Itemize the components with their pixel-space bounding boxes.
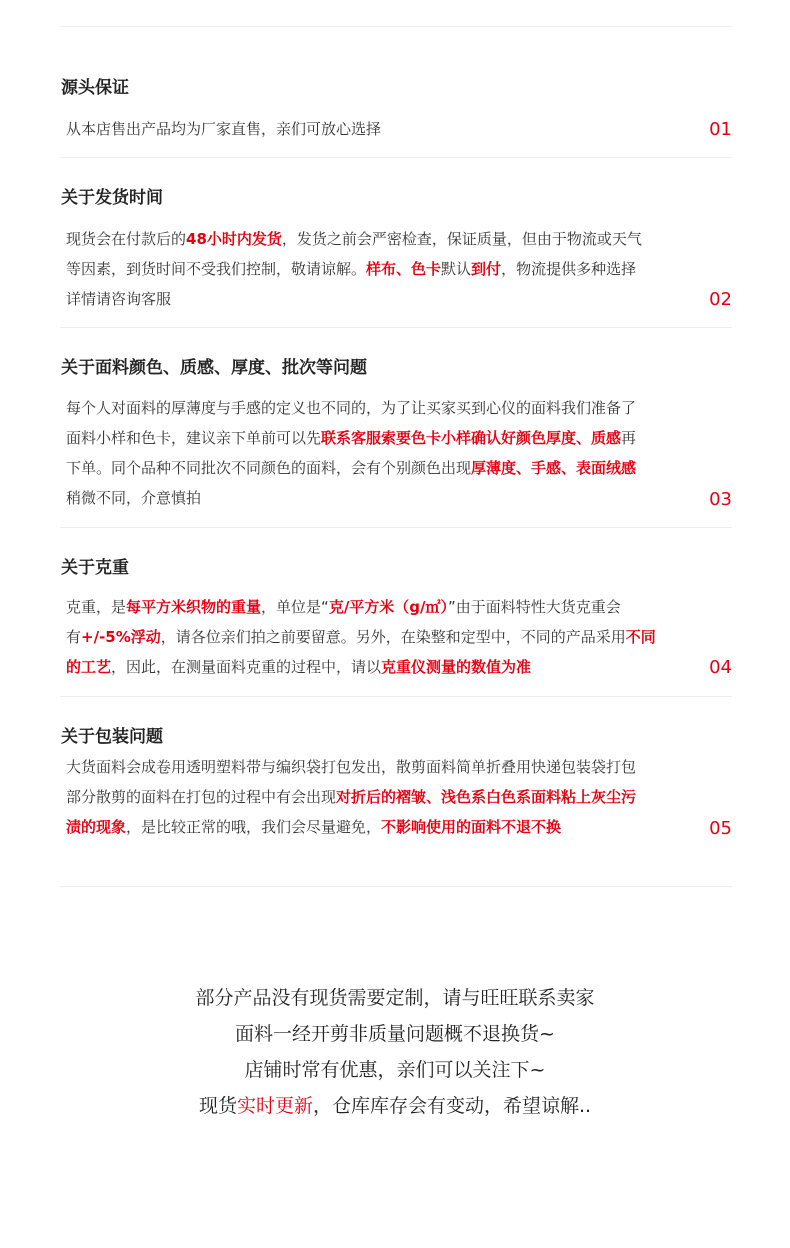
- highlight-text: 样布、色卡: [366, 260, 442, 278]
- divider: [60, 886, 732, 887]
- text-line: [66, 453, 680, 483]
- section-number: 01: [709, 119, 732, 140]
- highlight-text: 克重仪测量的数值为准: [381, 658, 532, 676]
- text-segment: ，是比较正常的哦，我们会尽量避免，: [126, 818, 382, 836]
- text-segment: 克重，是: [66, 598, 127, 616]
- section-title: 源头保证: [61, 78, 129, 98]
- text-line: [66, 284, 680, 314]
- text-segment: ，发货之前会严密检查，保证质量，但由于物流或天气: [281, 230, 642, 248]
- text-line: [66, 224, 680, 254]
- section-title: 关于面料颜色、质感、厚度、批次等问题: [61, 358, 367, 378]
- highlight-text: 的工艺: [66, 658, 112, 676]
- highlight-text: 不同: [625, 628, 656, 646]
- text-segment: ，仓库库存会有变动，希望谅解..: [312, 1095, 592, 1117]
- section-body: [66, 752, 680, 842]
- text-line: [66, 812, 680, 842]
- divider: [60, 527, 732, 528]
- text-segment: 再: [621, 429, 637, 447]
- text-segment: 部分散剪的面料在打包的过程中有会出现: [66, 788, 337, 806]
- text-line: [66, 782, 680, 812]
- divider: [60, 327, 732, 328]
- text-segment: 每个人对面料的厚薄度与手感的定义也不同的，为了让买家买到心仪的面料我们准备了: [66, 399, 637, 417]
- section-fabric-quality: [60, 357, 732, 517]
- text-line: [66, 254, 680, 284]
- highlight-text: 克/平方米（g/㎡）: [328, 598, 449, 616]
- section-number: 02: [709, 289, 732, 310]
- text-segment: 等因素，到货时间不受我们控制，敬请谅解。: [66, 260, 367, 278]
- text-segment: 下单。同个品种不同批次不同颜色的面料，会有个别颜色出现: [66, 459, 472, 477]
- section-shipping-time: [60, 187, 732, 317]
- highlight-text: 对折后的褶皱、浅色系白色系面料粘上灰尘污: [336, 788, 637, 806]
- text-segment: 详情请咨询客服: [66, 290, 172, 308]
- highlight-text: 厚薄度、手感、表面绒感: [471, 459, 637, 477]
- text-segment: 从本店售出产品均为厂家直售，亲们可放心选择: [66, 120, 382, 138]
- section-number: 03: [709, 489, 732, 510]
- text-segment: 现货: [198, 1095, 237, 1117]
- text-segment: ，单位是“: [261, 598, 329, 616]
- text-segment: 有: [66, 628, 82, 646]
- section-body: [66, 592, 680, 682]
- section-body: [66, 224, 680, 314]
- text-line: [66, 592, 680, 622]
- section-packaging: [60, 726, 732, 856]
- section-body: [66, 393, 680, 513]
- text-segment: ，因此，在测量面料克重的过程中，请以: [111, 658, 382, 676]
- text-line: [66, 752, 680, 782]
- text-segment: 大货面料会成卷用透明塑料带与编织袋打包发出，散剪面料简单折叠用快递包装袋打包: [66, 758, 637, 776]
- text-segment: 店铺时常有优惠，亲们可以关注下~: [244, 1059, 546, 1081]
- section-body: [66, 114, 680, 144]
- highlight-text: +/-5%浮动: [81, 628, 161, 646]
- divider: [60, 696, 732, 697]
- section-number: 05: [709, 818, 732, 839]
- divider: [60, 157, 732, 158]
- text-segment: ，请各位亲们拍之前要留意。另外，在染整和定型中，不同的产品采用: [160, 628, 626, 646]
- section-source-guarantee: [60, 77, 732, 147]
- highlight-text: 不影响使用的面料不退不换: [381, 818, 562, 836]
- highlight-text: 48小时内发货: [186, 230, 282, 248]
- highlight-text: 到付: [471, 260, 502, 278]
- text-line: [0, 1088, 790, 1124]
- text-segment: 面料小样和色卡，建议亲下单前可以先: [66, 429, 322, 447]
- text-line: [0, 1052, 790, 1088]
- text-line: [66, 114, 680, 144]
- section-title: 关于发货时间: [61, 188, 163, 208]
- text-segment: ，物流提供多种选择: [501, 260, 637, 278]
- text-line: [66, 622, 680, 652]
- text-line: [0, 980, 790, 1016]
- text-line: [0, 1016, 790, 1052]
- section-title: 关于克重: [61, 558, 129, 578]
- highlight-text: 联系客服索要色卡小样确认好颜色厚度、质感: [321, 429, 622, 447]
- text-line: [66, 393, 680, 423]
- text-line: [66, 652, 680, 682]
- section-title: 关于包装问题: [61, 727, 163, 747]
- highlight-text: 渍的现象: [66, 818, 127, 836]
- divider: [60, 26, 732, 27]
- section-fabric-weight: [60, 557, 732, 687]
- text-segment: 稍微不同，介意慎拍: [66, 489, 202, 507]
- text-segment: 现货会在付款后的: [66, 230, 187, 248]
- text-segment: 部分产品没有现货需要定制，请与旺旺联系卖家: [195, 987, 595, 1009]
- text-segment: 默认: [441, 260, 472, 278]
- footer-notice: [0, 980, 790, 1124]
- highlight-text: 每平方米织物的重量: [126, 598, 262, 616]
- highlight-text: 实时更新: [236, 1095, 313, 1117]
- text-line: [66, 483, 680, 513]
- text-segment: ”由于面料特性大货克重会: [448, 598, 621, 616]
- text-line: [66, 423, 680, 453]
- text-segment: 面料一经开剪非质量问题概不退换货~: [235, 1023, 555, 1045]
- section-number: 04: [709, 657, 732, 678]
